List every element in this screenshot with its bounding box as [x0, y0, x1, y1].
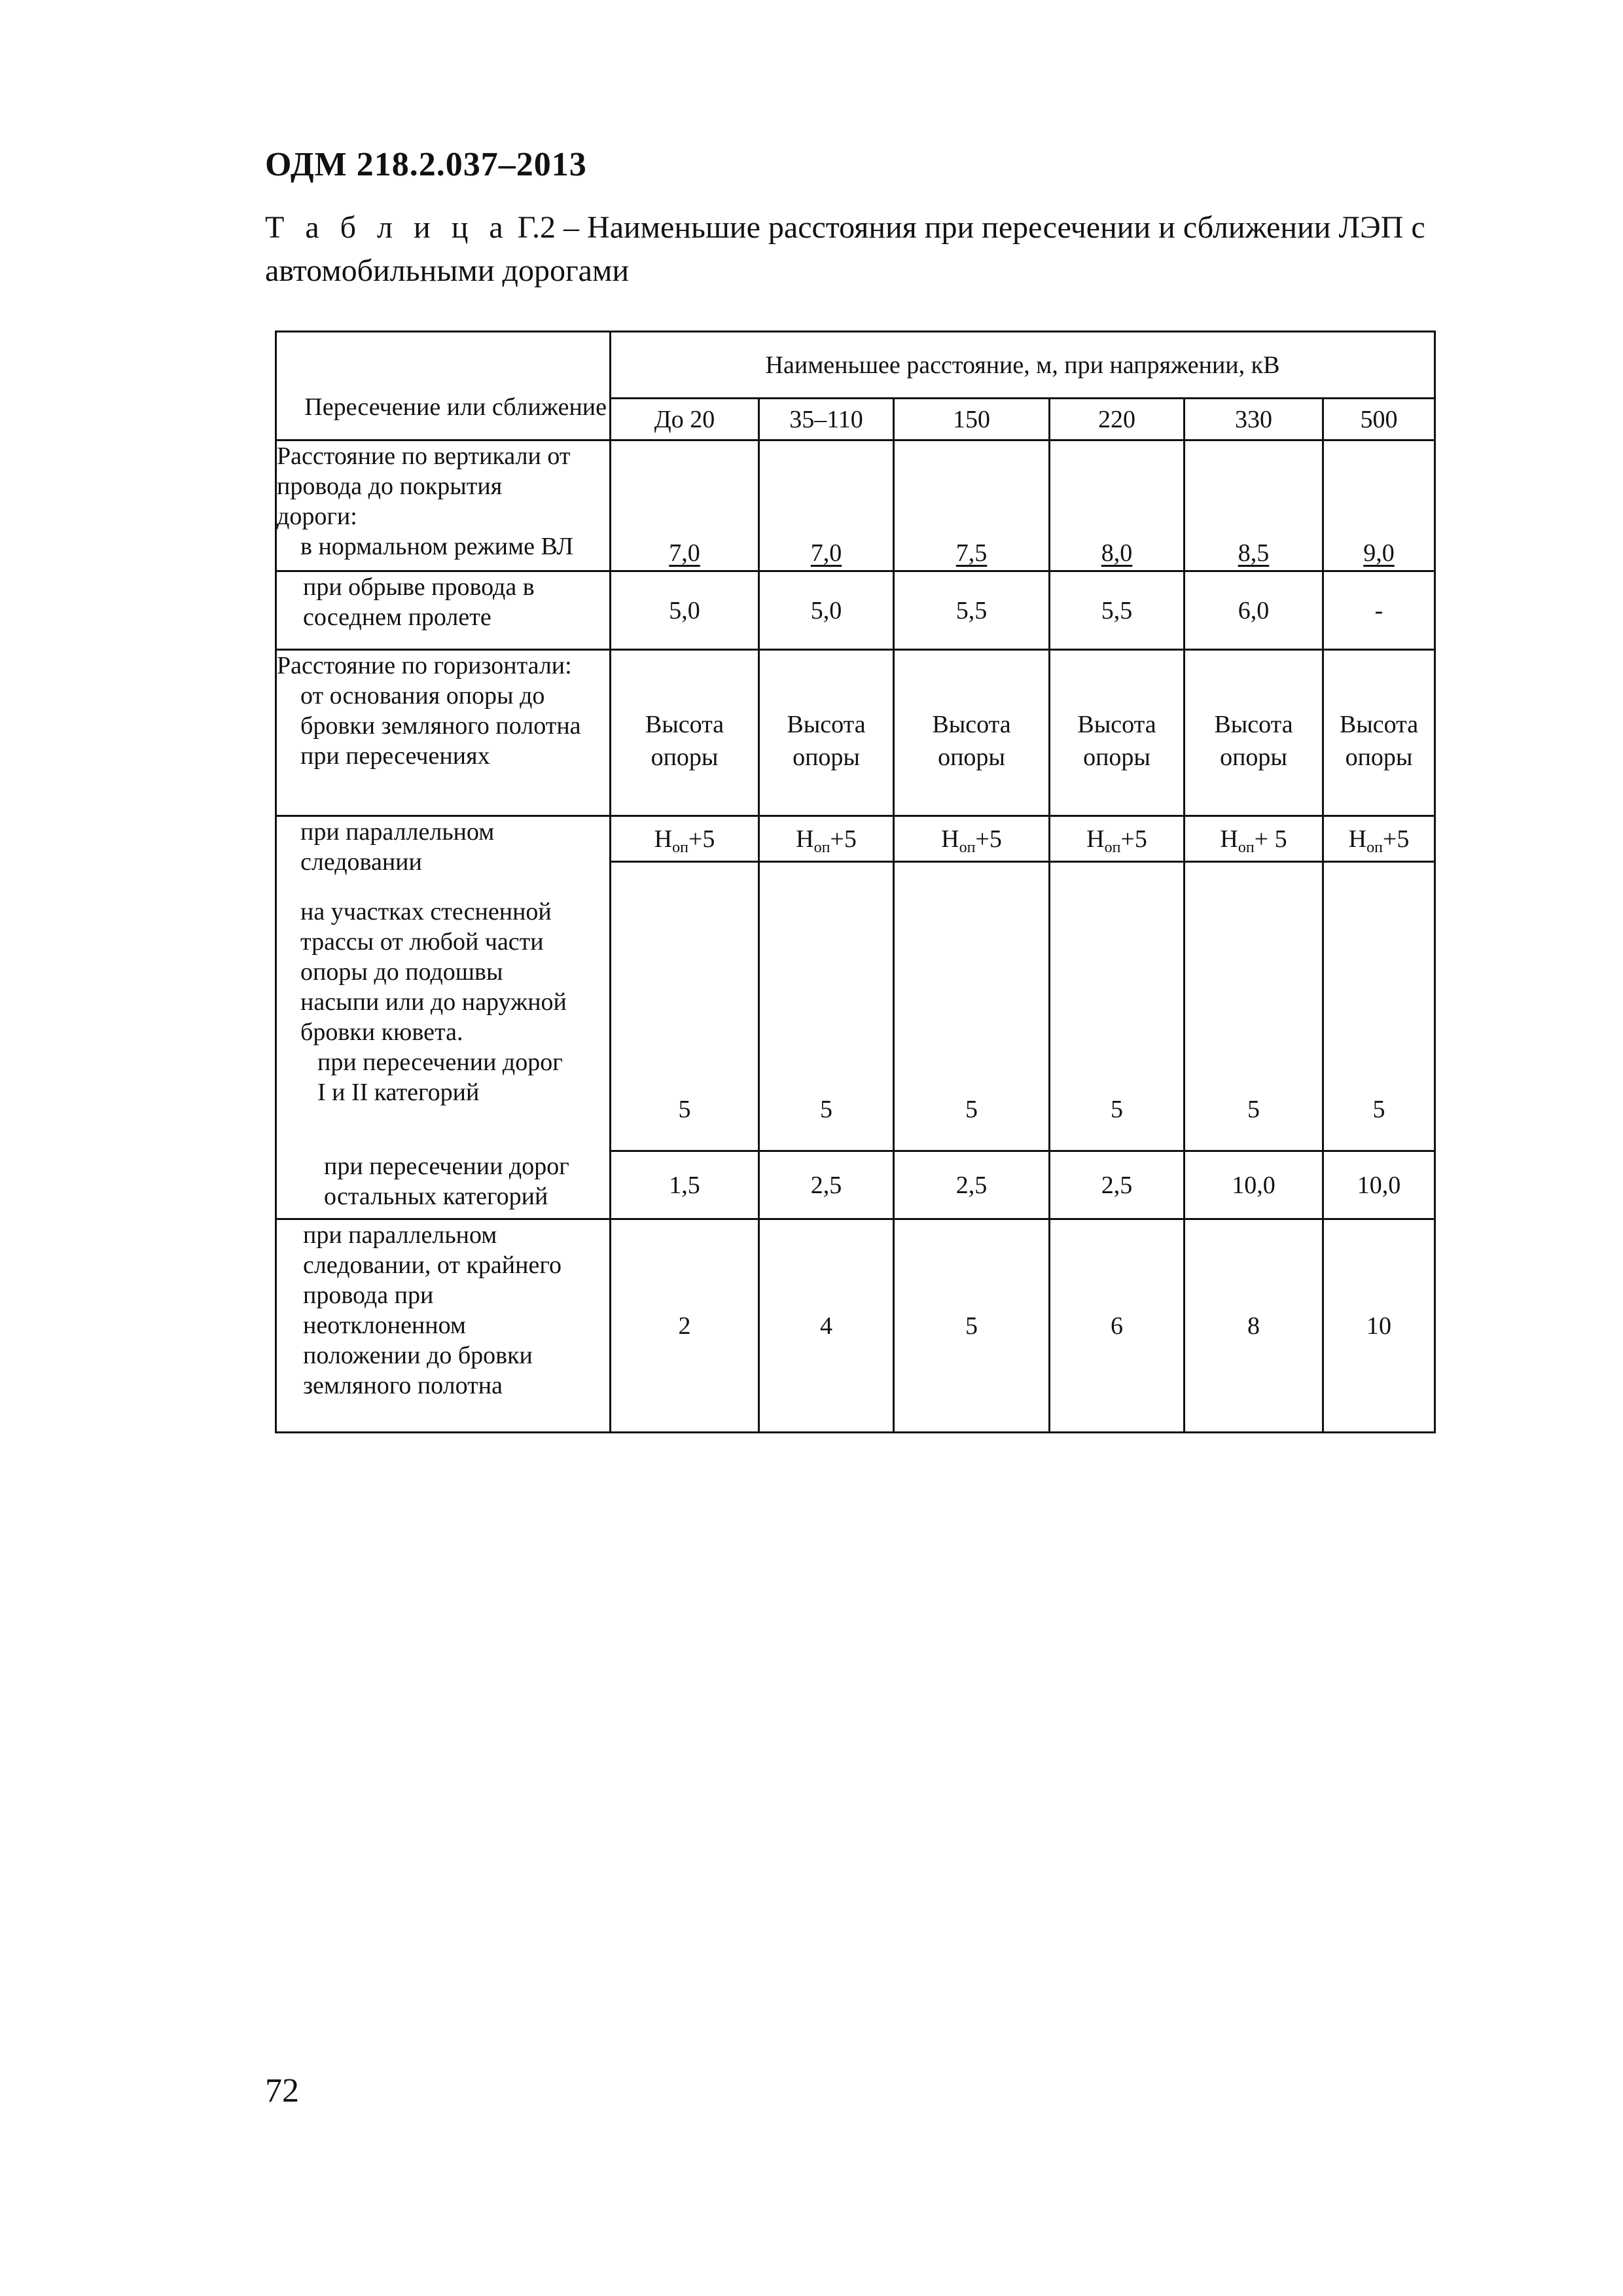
cell-value: 8	[1247, 1312, 1260, 1340]
cell-value: Высота опоры	[759, 650, 894, 816]
cell-value: 8,0	[1101, 539, 1133, 567]
table-row	[276, 650, 1435, 816]
cell-value: 5	[965, 1312, 978, 1340]
voltage-header: 330	[1185, 399, 1323, 440]
cell-value: 9,0	[1363, 539, 1395, 567]
table-row	[276, 571, 1435, 650]
table-row	[276, 1219, 1435, 1433]
cell-value: 5,5	[955, 596, 988, 624]
cell-value: 7,5	[955, 539, 988, 567]
cell-value: $H_{оп}+5$	[894, 816, 1050, 862]
cell-value: 5	[1247, 1096, 1260, 1123]
voltage-header: До 20	[611, 399, 759, 440]
table-row	[276, 440, 1435, 571]
row-label-vertical-break: при обрыве провода в соседнем пролете	[276, 571, 611, 650]
cell-value: $H_{оп}+5$	[759, 816, 894, 862]
row-label-vertical-normal: Расстояние по вертикали от провода до покрытия дороги: в нормальном режиме ВЛ	[276, 440, 611, 571]
cell-value: 5,0	[810, 596, 842, 624]
voltage-header: 150	[894, 399, 1050, 440]
caption-text-line2: автомобильными дорогами	[265, 253, 630, 288]
cell-value: 5	[678, 1096, 691, 1123]
cell-value: 10,0	[1357, 1171, 1401, 1199]
row-label-other-categories: при пересечении дорог остальных категорий	[276, 1151, 611, 1219]
caption-text: Г.2 – Наименьшие расстояния при пересечении и сближении ЛЭП с	[509, 210, 1425, 245]
cell-value: 4	[820, 1312, 832, 1340]
cell-value: 10	[1366, 1312, 1391, 1340]
voltage-header: 220	[1050, 399, 1185, 440]
voltage-header: 500	[1323, 399, 1435, 440]
cell-value: 8,5	[1238, 539, 1270, 567]
cell-value: 5	[1372, 1096, 1385, 1123]
cell-value: Высота опоры	[1323, 650, 1435, 816]
cell-value: $H_{оп}+5$	[1050, 816, 1185, 862]
voltage-header: 35–110	[759, 399, 894, 440]
cell-value: 1,5	[669, 1171, 700, 1199]
table-row	[276, 1151, 1435, 1219]
cell-value: Высота опоры	[894, 650, 1050, 816]
cell-value: Высота опоры	[1185, 650, 1323, 816]
cell-value: $H_{оп}+ 5$	[1185, 816, 1323, 862]
row-label-horizontal-parallel: при параллельном следовании на участках стесненной трассы от любой части опоры до подошвы насыпи или до наружной бровки кювета. при пересечении дорог I и II категорий	[276, 816, 611, 1151]
table-row	[276, 816, 1435, 862]
cell-value: $H_{оп}+5$	[1323, 816, 1435, 862]
row-label-horizontal-base: Расстояние по горизонтали: от основания опоры до бровки земляного полотна при пересечениях	[276, 650, 611, 816]
cell-value: 2,5	[1101, 1171, 1133, 1199]
cell-value: 10,0	[1232, 1171, 1275, 1199]
cell-value: 5	[1111, 1096, 1123, 1123]
cell-value: 6	[1111, 1312, 1123, 1340]
cell-value: 5,0	[669, 596, 700, 624]
cell-value: 6,0	[1238, 596, 1270, 624]
cell-value: Высота опоры	[611, 650, 759, 816]
cell-value: 7,0	[669, 539, 700, 567]
column-header-crossing: Пересечение или сближение	[276, 332, 611, 440]
cell-value: $H_{оп}+5$	[611, 816, 759, 862]
cell-value: 2,5	[810, 1171, 842, 1199]
cell-value: 5,5	[1101, 596, 1133, 624]
cell-value: 2,5	[955, 1171, 988, 1199]
row-label-outermost-wire: при параллельном следовании, от крайнего провода при неотклоненном положении до бровки земляного полотна	[276, 1219, 611, 1433]
cell-value: 5	[820, 1096, 832, 1123]
table-caption	[265, 206, 1476, 293]
cell-value: -	[1374, 596, 1383, 624]
cell-value: Высота опоры	[1050, 650, 1185, 816]
column-header-distance-group: Наименьшее расстояние, м, при напряжении, кВ	[611, 332, 1435, 399]
distance-table	[275, 331, 1436, 1433]
cell-value: 2	[678, 1312, 691, 1340]
cell-value: 5	[965, 1096, 978, 1123]
caption-prefix: Т а б л и ц а	[265, 210, 510, 245]
document-code: ОДМ 218.2.037–2013	[265, 146, 587, 183]
cell-value: 7,0	[810, 539, 842, 567]
page-number: 72	[265, 2072, 299, 2109]
